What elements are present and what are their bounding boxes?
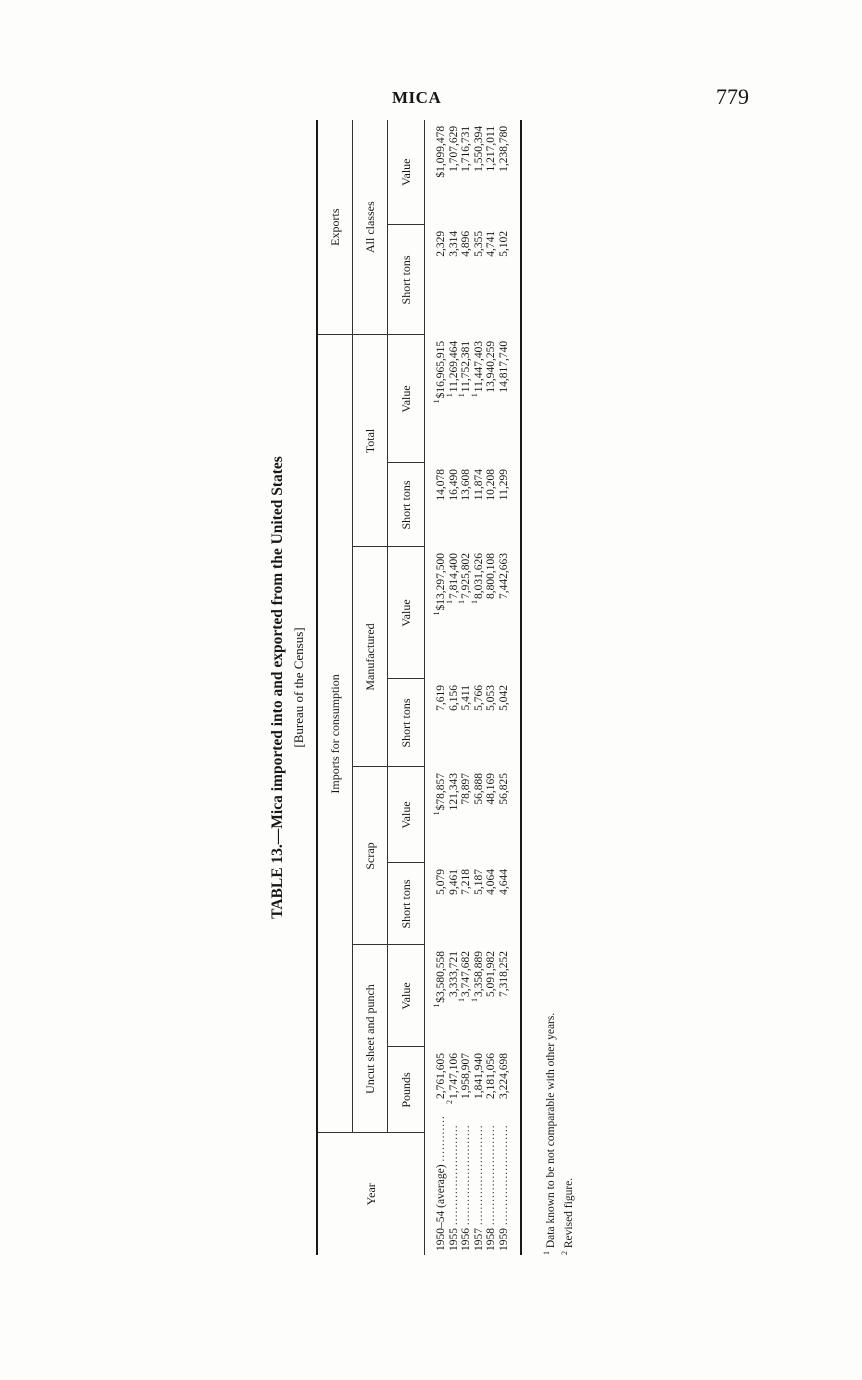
total-value-cell — [469, 335, 486, 463]
total-value-value: 11,752,381 — [460, 340, 472, 393]
exp-tons-value: 5,355 — [472, 230, 485, 257]
mfg-tons-cell — [498, 679, 522, 767]
footnote-mark: 1 — [444, 600, 454, 604]
dot-leader: ............ — [435, 1115, 447, 1162]
total-tons-value: 11,874 — [472, 469, 485, 501]
rotated-table-region — [268, 120, 578, 1255]
mfg-value-value: 7,442,663 — [497, 553, 510, 599]
year-cell — [485, 1124, 498, 1255]
header-total-value: Value — [388, 335, 425, 463]
uncut-pounds-value: 1,841,940 — [472, 1053, 485, 1099]
uncut-pounds-value: 2,181,056 — [485, 1053, 497, 1099]
uncut-value-cell — [448, 945, 461, 1047]
scrap-value-cell — [473, 767, 486, 863]
exp-tons-cell — [425, 225, 448, 335]
total-value-cell — [485, 335, 498, 463]
mfg-tons-cell — [460, 679, 473, 767]
header-manufactured: Manufactured — [353, 547, 388, 767]
scrap-value-value: 78,897 — [460, 773, 472, 805]
mfg-value-cell — [444, 547, 461, 679]
header-uncut-pounds: Pounds — [388, 1047, 425, 1133]
mfg-value-value: 7,925,802 — [460, 553, 472, 599]
footnote-mark: 1 — [469, 600, 479, 604]
scrap-value-value: 56,888 — [472, 773, 485, 805]
scrap-value-cell — [425, 767, 448, 863]
uncut-value-cell — [485, 945, 498, 1047]
year-label: 1955 — [447, 1228, 460, 1251]
year-cell — [425, 1115, 448, 1255]
exp-tons-cell — [498, 225, 522, 335]
header-year: Year — [317, 1133, 425, 1255]
total-tons-value: 11,299 — [497, 469, 510, 501]
year-cell — [447, 1124, 461, 1255]
mfg-value-cell — [425, 547, 448, 679]
exp-tons-value: 4,896 — [460, 230, 472, 257]
scrap-tons-cell — [498, 863, 522, 945]
exp-tons-value: 2,329 — [435, 230, 447, 257]
scrap-tons-cell — [460, 863, 473, 945]
table-source: [Bureau of the Census] — [291, 627, 306, 748]
total-value-value: $16,965,915 — [435, 340, 447, 399]
exp-tons-value: 4,741 — [485, 230, 497, 257]
mfg-value-value: 8,031,626 — [472, 553, 485, 599]
uncut-value-value: 3,747,682 — [460, 951, 472, 997]
exp-value-cell — [448, 120, 461, 225]
scrap-value-value: $78,857 — [435, 773, 447, 811]
table-row — [485, 120, 498, 1255]
header-scrap: Scrap — [353, 767, 388, 945]
total-value-cell — [444, 335, 461, 463]
mfg-value-cell — [469, 547, 486, 679]
dot-leader: .......................... — [460, 1124, 472, 1226]
exp-value-value: $1,099,478 — [435, 125, 447, 178]
total-tons-cell — [460, 463, 473, 547]
total-value-cell — [457, 335, 473, 463]
footnote-mark: 1 — [457, 393, 467, 398]
year-label: 1957 — [472, 1228, 485, 1251]
scrap-value-cell — [448, 767, 461, 863]
table-row — [460, 120, 473, 1255]
total-tons-cell — [485, 463, 498, 547]
header-all-classes: All classes — [353, 120, 388, 335]
mica-table — [316, 120, 522, 1255]
uncut-value-value: 7,318,252 — [497, 951, 510, 997]
header-exports: Exports — [317, 120, 353, 335]
mfg-value-value: 7,814,400 — [447, 553, 460, 599]
exp-value-value: 1,716,731 — [460, 125, 472, 172]
scrap-tons-value: 9,461 — [447, 869, 460, 895]
exp-value-value: 1,238,780 — [497, 125, 510, 172]
uncut-value-cell — [457, 945, 473, 1047]
year-cell — [460, 1124, 473, 1255]
exp-value-value: 1,550,394 — [472, 125, 485, 172]
mfg-tons-value: 5,411 — [460, 685, 472, 711]
mfg-value-value: 8,800,108 — [485, 553, 497, 599]
table-row — [425, 120, 448, 1255]
exp-tons-value: 3,314 — [447, 230, 460, 257]
year-label: 1950–54 (average) — [435, 1164, 447, 1251]
exp-tons-value: 5,102 — [497, 230, 510, 257]
header-uncut: Uncut sheet and punch — [353, 945, 388, 1133]
year-label: 1959 — [497, 1228, 510, 1251]
total-value-cell — [498, 335, 522, 463]
mfg-value-value: $13,297,500 — [435, 553, 447, 611]
footnote-mark: 1 — [432, 811, 442, 816]
exp-value-cell — [473, 120, 486, 225]
total-tons-value: 10,208 — [485, 469, 497, 501]
uncut-pounds-cell — [460, 1047, 473, 1133]
uncut-pounds-cell — [485, 1047, 498, 1133]
total-value-value: 14,817,740 — [497, 340, 510, 393]
dot-leader: .......................... — [472, 1124, 485, 1226]
mfg-tons-cell — [448, 679, 461, 767]
exp-value-cell — [460, 120, 473, 225]
header-exp-value: Value — [388, 120, 425, 225]
year-cell — [497, 1124, 522, 1255]
scrap-tons-cell — [425, 863, 448, 945]
uncut-value-value: 3,333,721 — [447, 951, 460, 997]
dot-leader: .......................... — [485, 1124, 497, 1226]
table-caption — [268, 120, 308, 1255]
mfg-tons-value: 5,053 — [485, 685, 497, 711]
uncut-pounds-value: 2,761,605 — [435, 1053, 447, 1099]
scrap-value-value: 48,169 — [485, 773, 497, 805]
uncut-value-cell — [425, 945, 448, 1047]
scrap-value-cell — [485, 767, 498, 863]
uncut-pounds-value: 3,224,698 — [497, 1053, 510, 1099]
footnote-2: $^2$ Revised figure. — [559, 1177, 575, 1255]
dot-leader: .......................... — [497, 1124, 510, 1226]
exp-tons-cell — [485, 225, 498, 335]
footnote-mark: 1 — [444, 393, 454, 398]
header-imports: Imports for consumption — [317, 335, 353, 1133]
footnote-mark: 2 — [444, 1100, 454, 1104]
exp-value-cell — [498, 120, 522, 225]
uncut-pounds-value: 1,747,106 — [447, 1053, 460, 1099]
total-tons-value: 13,608 — [460, 469, 472, 501]
uncut-pounds-cell — [473, 1047, 486, 1133]
scrap-value-value: 121,343 — [447, 773, 460, 811]
total-tons-value: 14,078 — [435, 469, 447, 501]
total-value-value: 11,269,464 — [447, 340, 460, 393]
uncut-pounds-cell — [498, 1047, 522, 1133]
table-row — [498, 120, 522, 1255]
footnote-mark: 1 — [432, 611, 442, 616]
total-value-value: 13,940,259 — [485, 340, 497, 393]
mfg-tons-cell — [425, 679, 448, 767]
exp-value-cell — [485, 120, 498, 225]
exp-value-value: 1,707,629 — [447, 125, 460, 172]
scrap-tons-value: 7,218 — [460, 869, 472, 895]
mfg-tons-value: 7,619 — [435, 685, 447, 711]
year-cell — [472, 1124, 486, 1255]
exp-value-value: 1,217,011 — [485, 125, 497, 172]
scrap-tons-cell — [473, 863, 486, 945]
uncut-value-cell — [498, 945, 522, 1047]
total-value-cell — [425, 335, 448, 463]
scrap-tons-cell — [448, 863, 461, 945]
dot-leader: .......................... — [447, 1124, 460, 1226]
table-body — [425, 120, 522, 1255]
header-mfg-value: Value — [388, 547, 425, 679]
scrap-tons-value: 4,064 — [485, 869, 497, 895]
page-number: 779 — [716, 84, 749, 109]
scrap-value-value: 56,825 — [497, 773, 510, 805]
total-tons-cell — [425, 463, 448, 547]
table-row — [448, 120, 461, 1255]
mfg-tons-value: 5,766 — [472, 685, 485, 711]
footnote-mark: 1 — [469, 393, 479, 398]
uncut-pounds-value: 1,958,907 — [460, 1053, 472, 1099]
footnote-1: $^1$ Data known to be not comparable with other years. — [542, 1012, 557, 1255]
footnote-mark: 1 — [457, 600, 467, 604]
uncut-value-cell — [469, 945, 486, 1047]
mfg-tons-value: 6,156 — [447, 685, 460, 711]
mfg-tons-value: 5,042 — [497, 685, 510, 711]
header-mfg-tons: Short tons — [388, 679, 425, 767]
header-total-tons: Short tons — [388, 463, 425, 547]
footnote-mark: 1 — [432, 399, 442, 404]
year-label: 1958 — [485, 1228, 497, 1251]
table-row — [473, 120, 486, 1255]
total-tons-cell — [473, 463, 486, 547]
header-total: Total — [353, 335, 388, 547]
uncut-value-value: 3,358,889 — [472, 951, 485, 997]
footnote-mark: 1 — [469, 998, 479, 1002]
mfg-value-cell — [498, 547, 522, 679]
exp-tons-cell — [473, 225, 486, 335]
year-label: 1956 — [460, 1228, 472, 1251]
header-scrap-tons: Short tons — [388, 863, 425, 945]
exp-tons-cell — [460, 225, 473, 335]
total-value-value: 11,447,403 — [472, 340, 485, 393]
exp-value-cell — [425, 120, 448, 225]
uncut-value-value: 5,091,982 — [485, 951, 497, 997]
footnote-mark: 1 — [432, 1003, 442, 1008]
scrap-tons-value: 5,187 — [472, 869, 485, 895]
scrap-tons-value: 5,079 — [435, 869, 447, 895]
uncut-value-value: $3,580,558 — [435, 951, 447, 1003]
scrap-value-cell — [460, 767, 473, 863]
scrap-tons-value: 4,644 — [497, 869, 510, 895]
table-title: TABLE 13.—Mica imported into and exported from the United States — [269, 456, 286, 919]
header-uncut-value: Value — [388, 945, 425, 1047]
uncut-pounds-cell — [444, 1047, 461, 1133]
exp-tons-cell — [448, 225, 461, 335]
mfg-value-cell — [485, 547, 498, 679]
header-scrap-value: Value — [388, 767, 425, 863]
header-exp-tons: Short tons — [388, 225, 425, 335]
total-tons-cell — [498, 463, 522, 547]
total-tons-cell — [448, 463, 461, 547]
running-head: MICA — [392, 88, 442, 107]
scrap-value-cell — [498, 767, 522, 863]
mfg-tons-cell — [485, 679, 498, 767]
scrap-tons-cell — [485, 863, 498, 945]
total-tons-value: 16,490 — [447, 469, 460, 501]
footnote-mark: 1 — [457, 998, 467, 1002]
mfg-tons-cell — [473, 679, 486, 767]
footnotes — [540, 655, 576, 1255]
mfg-value-cell — [457, 547, 473, 679]
